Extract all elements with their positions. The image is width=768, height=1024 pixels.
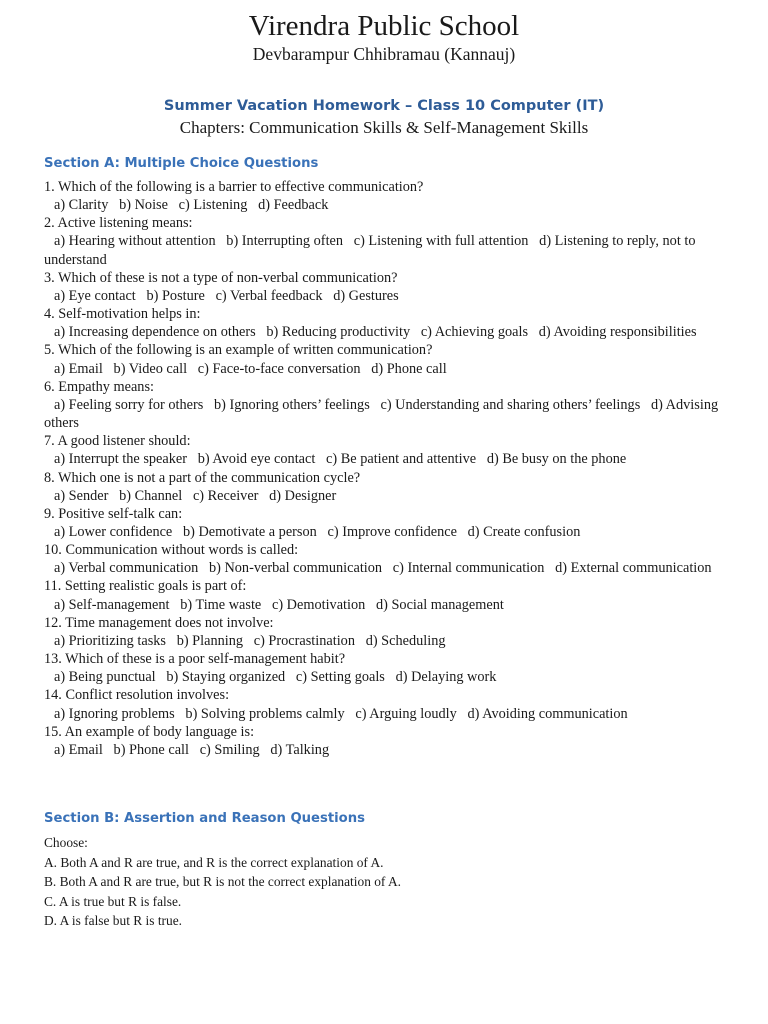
question-text: 10. Communication without words is called: (44, 542, 299, 559)
question-item (44, 614, 724, 650)
question-item (44, 178, 724, 214)
question-text: 13. Which of these is a poor self-management habit? (44, 651, 346, 668)
question-item (44, 577, 724, 613)
question-options: a) Being punctual b) Staying organized c) Setting goals d) Delaying work (54, 669, 497, 686)
question-item (44, 341, 724, 377)
question-item (44, 650, 724, 686)
question-text: 11. Setting realistic goals is part of: (44, 578, 247, 595)
question-item (44, 432, 724, 468)
question-item (44, 541, 724, 577)
chapters-line: Chapters: Communication Skills & Self-Management Skills (179, 118, 589, 137)
question-options: a) Email b) Video call c) Face-to-face conversation d) Phone call (54, 360, 447, 377)
question-item (44, 305, 724, 341)
question-text: 1. Which of the following is a barrier to effective communication? (44, 179, 424, 195)
question-options: a) Clarity b) Noise c) Listening d) Feedback (54, 197, 329, 214)
choice-item: C. A is true but R is false. (44, 893, 182, 909)
question-item (44, 505, 724, 541)
question-text: 5. Which of the following is an example of written communication? (44, 342, 433, 359)
question-item (44, 269, 724, 305)
question-options: a) Hearing without attention b) Interrupting often c) Listening with full attention d) Listening to reply, not to understand (44, 233, 700, 268)
question-text: 12. Time management does not involve: (44, 614, 274, 631)
section-a-heading: Section A: Multiple Choice Questions (44, 156, 319, 171)
question-text: 6. Empathy means: (44, 378, 154, 395)
assertion-reason-choices (44, 833, 724, 931)
homework-title: Summer Vacation Homework – Class 10 Computer (IT) (163, 98, 605, 114)
school-name: Virendra Public School (248, 10, 520, 42)
section-b-heading: Section B: Assertion and Reason Questions (44, 811, 365, 826)
question-item (44, 686, 724, 722)
question-options: a) Verbal communication b) Non-verbal communication c) Internal communication d) External communication (54, 560, 712, 577)
question-options: a) Eye contact b) Posture c) Verbal feedback d) Gestures (54, 287, 399, 304)
question-text: 4. Self-motivation helps in: (44, 306, 201, 323)
question-text: 7. A good listener should: (44, 433, 191, 450)
mcq-list (44, 178, 724, 759)
choice-item: D. A is false but R is true. (44, 913, 182, 928)
question-item (44, 214, 724, 268)
question-item (44, 378, 724, 432)
choice-item: A. Both A and R are true, and R is the correct explanation of A. (44, 854, 384, 870)
question-options: a) Sender b) Channel c) Receiver d) Designer (54, 487, 337, 504)
question-text: 15. An example of body language is: (44, 723, 255, 740)
choice-item: B. Both A and R are true, but R is not the correct explanation of A. (44, 874, 402, 889)
question-text: 8. Which one is not a part of the communication cycle? (44, 469, 361, 486)
question-text: 3. Which of these is not a type of non-verbal communication? (44, 269, 398, 286)
question-item (44, 469, 724, 505)
question-options: a) Ignoring problems b) Solving problems calmly c) Arguing loudly d) Avoiding communication (54, 705, 628, 722)
question-options: a) Self-management b) Time waste c) Demotivation d) Social management (54, 596, 504, 613)
question-options: a) Lower confidence b) Demotivate a person c) Improve confidence d) Create confusion (54, 523, 581, 540)
question-options: a) Feeling sorry for others b) Ignoring others’ feelings c) Understanding and sharing others’ feelings d) Advising others (44, 396, 722, 432)
choose-label: Choose: (44, 835, 88, 850)
question-text: 14. Conflict resolution involves: (44, 687, 230, 704)
question-item (44, 723, 724, 759)
question-options: a) Email b) Phone call c) Smiling d) Talking (54, 741, 330, 758)
question-options: a) Increasing dependence on others b) Reducing productivity c) Achieving goals d) Avoiding responsibilities (54, 324, 697, 341)
question-options: a) Prioritizing tasks b) Planning c) Procrastination d) Scheduling (54, 632, 446, 649)
question-text: 2. Active listening means: (44, 215, 193, 232)
question-options: a) Interrupt the speaker b) Avoid eye contact c) Be patient and attentive d) Be busy on the phone (54, 451, 627, 468)
school-address: Devbarampur Chhibramau (Kannauj) (252, 44, 516, 64)
question-text: 9. Positive self-talk can: (44, 505, 183, 522)
